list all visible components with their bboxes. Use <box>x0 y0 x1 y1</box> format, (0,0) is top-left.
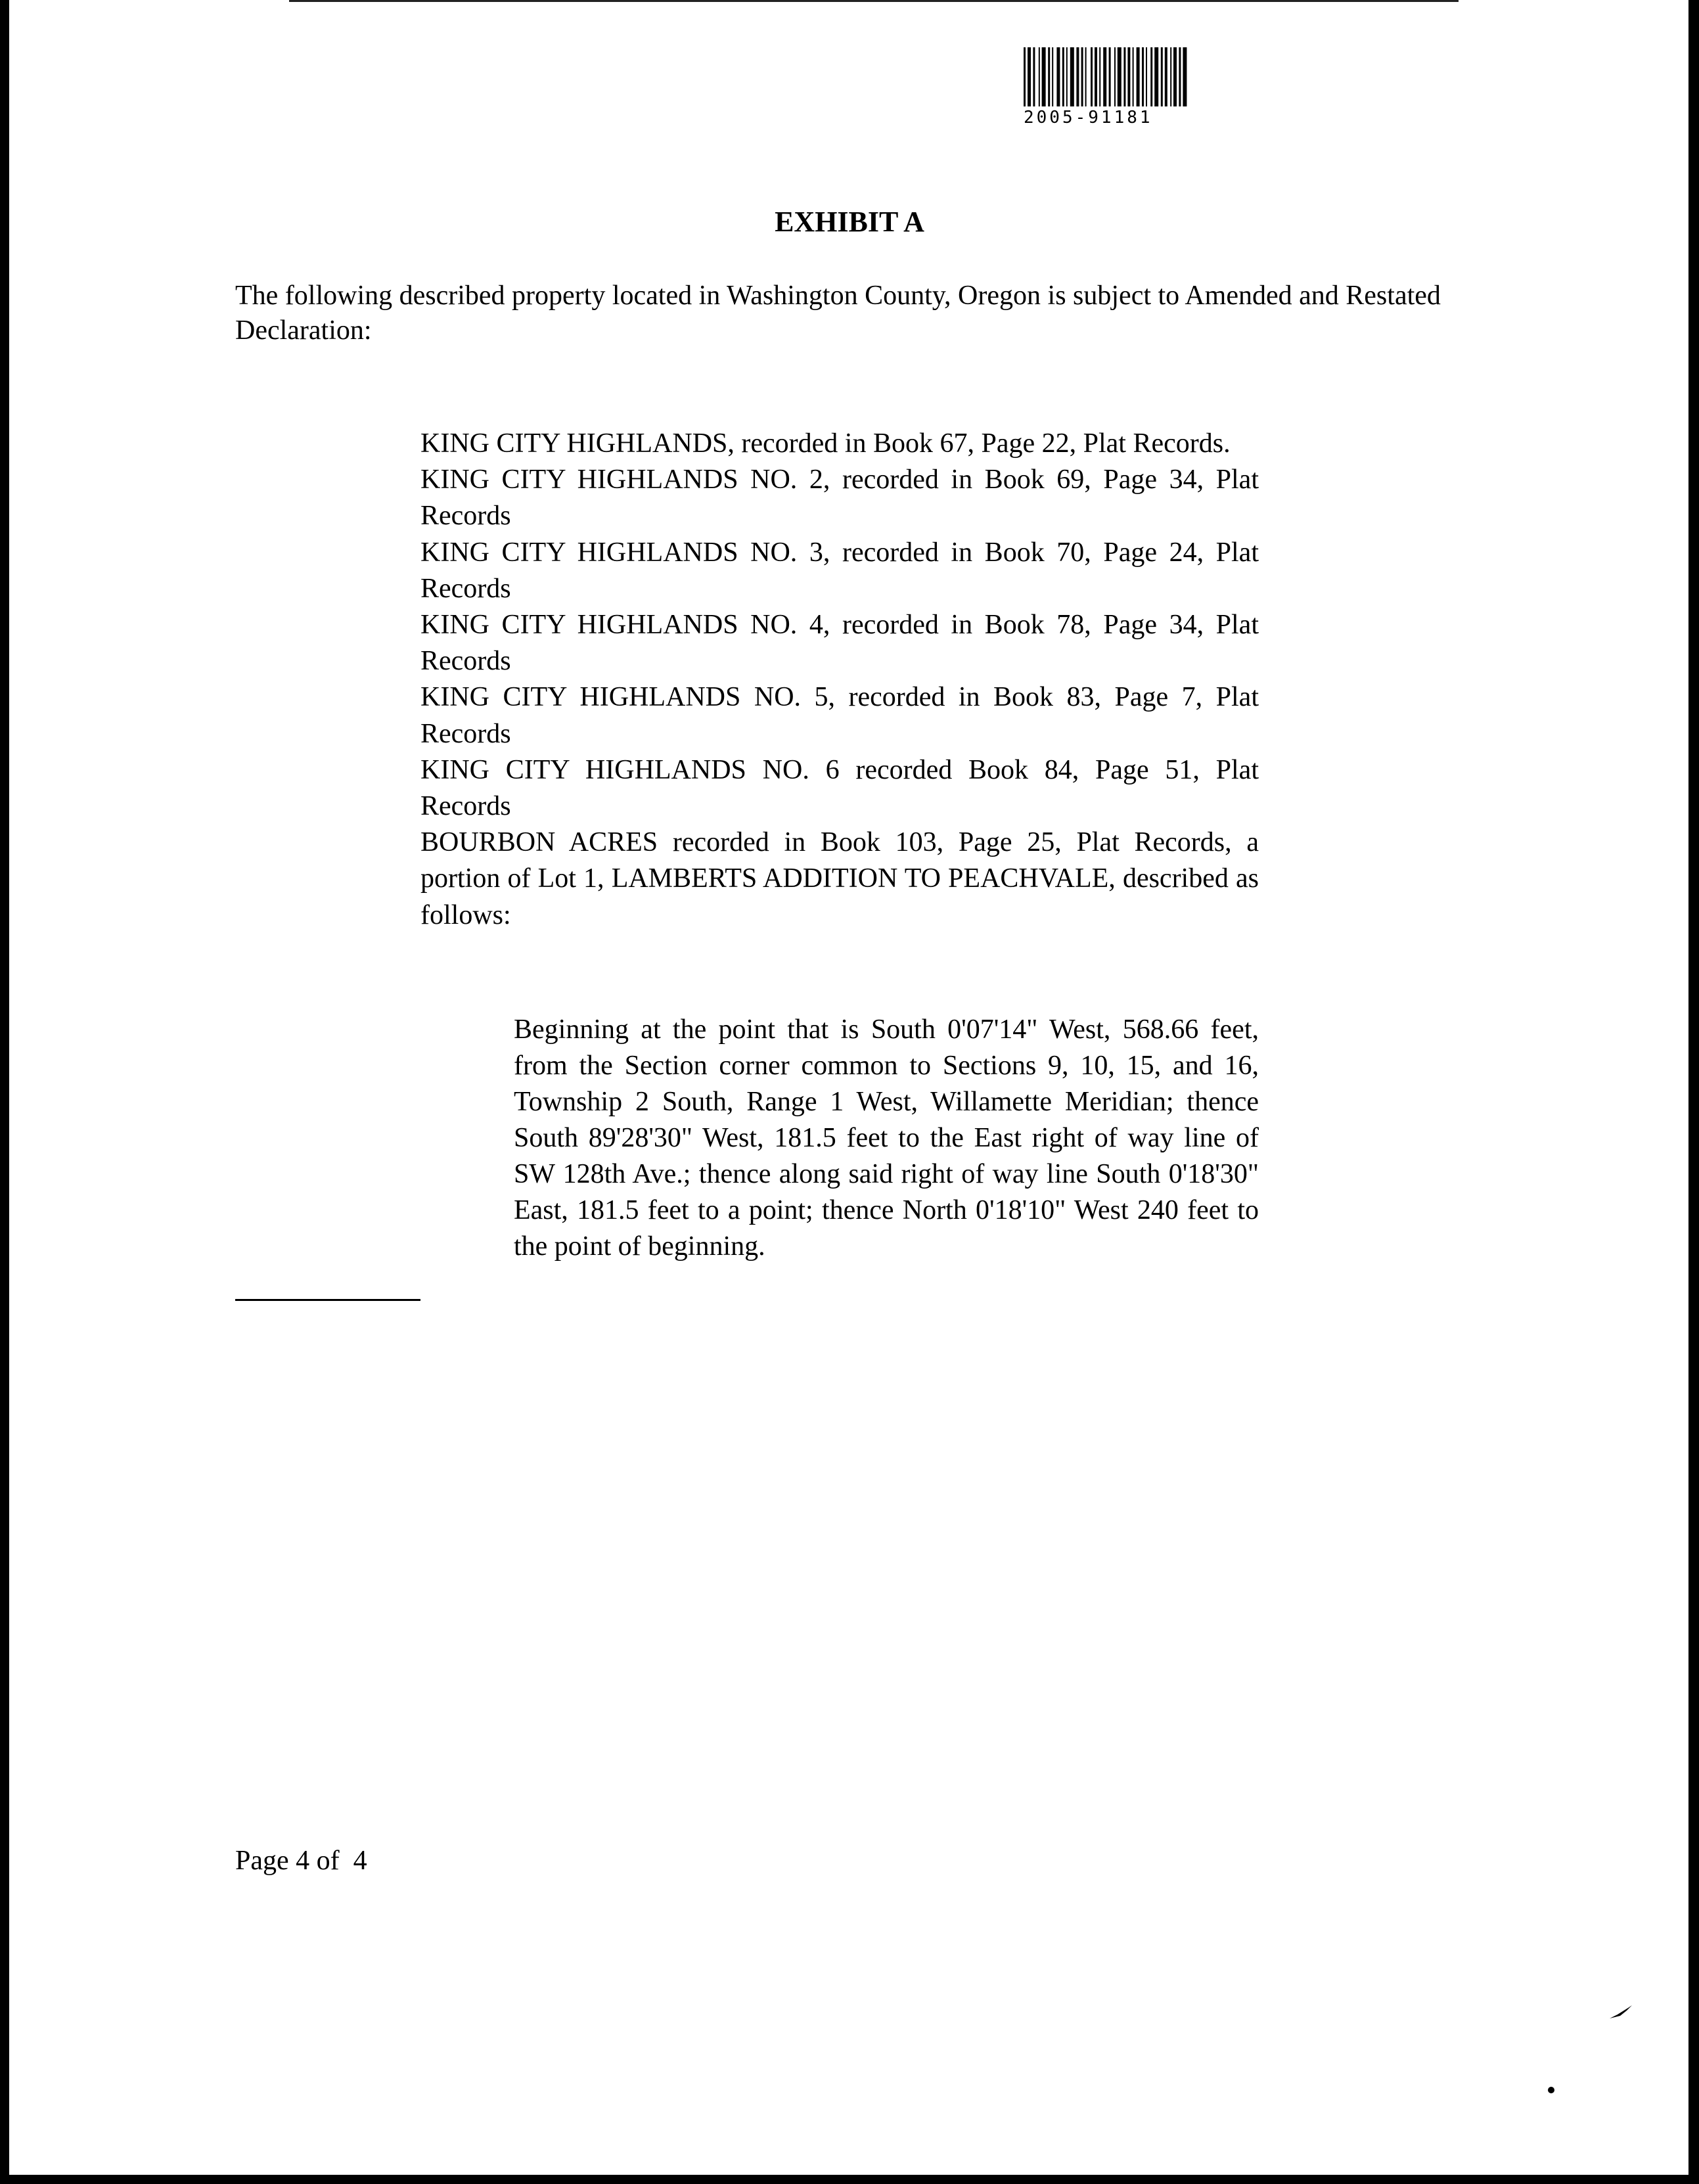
record-item: KING CITY HIGHLANDS NO. 2, recorded in Book 69, Page 34, Plat Records <box>420 465 1259 532</box>
barcode-bar <box>1056 47 1060 106</box>
barcode-bar <box>1024 47 1026 106</box>
barcode-bar <box>1052 47 1053 106</box>
barcode-bar <box>1173 47 1177 106</box>
page-number: Page 4 of 4 <box>235 1846 367 1876</box>
barcode-bar <box>1039 47 1040 106</box>
barcode-bar <box>1183 47 1187 106</box>
intro-paragraph: The following described property located in Washington County, Oregon is subject to Amended and Restated Declaration: <box>235 281 1441 346</box>
barcode-image <box>1024 47 1323 106</box>
divider <box>235 1299 420 1301</box>
barcode-bar <box>1091 47 1093 106</box>
barcode-bar <box>1123 47 1125 106</box>
barcode-bar <box>1137 47 1140 106</box>
page-title: EXHIBIT A <box>775 206 924 238</box>
barcode-bar <box>1033 47 1035 106</box>
barcode-bar <box>1070 47 1074 106</box>
barcode-bar <box>1042 47 1046 106</box>
barcode-bar <box>1150 47 1152 106</box>
top-rule <box>289 0 1459 2</box>
scan-dot <box>1548 2087 1554 2093</box>
barcode-bar <box>1028 47 1031 106</box>
barcode-bar <box>1127 47 1130 106</box>
barcode-bar <box>1161 47 1163 106</box>
plat-records-list <box>420 426 1259 934</box>
barcode-bar <box>1133 47 1134 106</box>
barcode-bar <box>1095 47 1097 106</box>
barcode-bar <box>1179 47 1181 106</box>
scan-mark <box>1608 2003 1635 2022</box>
barcode-bar <box>1099 47 1100 106</box>
record-item: KING CITY HIGHLANDS NO. 5, recorded in Book 83, Page 7, Plat Records <box>420 682 1259 749</box>
barcode-bar <box>1146 47 1147 106</box>
barcode-bar <box>1142 47 1144 106</box>
barcode-bar <box>1048 47 1050 106</box>
barcode-bar <box>1154 47 1158 106</box>
barcode-bar <box>1114 47 1116 106</box>
record-item: BOURBON ACRES recorded in Book 103, Page 25, Plat Records, a portion of Lot 1, LAMBERTS ADDITION TO PEACHVALE, described as follows: <box>420 827 1259 930</box>
record-item: KING CITY HIGHLANDS NO. 6 recorded Book 84, Page 51, Plat Records <box>420 754 1259 822</box>
barcode-bar <box>1170 47 1171 106</box>
barcode-bar <box>1165 47 1167 106</box>
barcode-bar <box>1109 47 1111 106</box>
record-item: KING CITY HIGHLANDS NO. 4, recorded in Book 78, Page 34, Plat Records <box>420 610 1259 677</box>
record-item: KING CITY HIGHLANDS, recorded in Book 67, Page 22, Plat Records. <box>420 428 1231 459</box>
barcode-bar <box>1062 47 1064 106</box>
barcode-bar <box>1076 47 1079 106</box>
barcode-bar <box>1118 47 1121 106</box>
barcode-bar <box>1103 47 1106 106</box>
barcode <box>1024 47 1326 127</box>
legal-description: Beginning at the point that is South 0'07'14" West, 568.66 feet, from the Section corner common to Sections 9, 10, 15, and 16, Township 2 South, Range 1 West, Willamette Meridian; thence South 89'28'30" West, 181.5 feet to the East right of way line of SW 128th Ave.; thence along said right of way line South 0'18'30" East, 181.5 feet to a point; thence North 0'18'10" West 240 feet to the point of beginning. <box>514 1014 1259 1262</box>
barcode-bar <box>1081 47 1083 106</box>
record-item: KING CITY HIGHLANDS NO. 3, recorded in Book 70, Page 24, Plat Records <box>420 537 1259 604</box>
barcode-bar <box>1085 47 1087 106</box>
barcode-number: 2005-91181 <box>1024 108 1153 127</box>
barcode-bar <box>1066 47 1068 106</box>
